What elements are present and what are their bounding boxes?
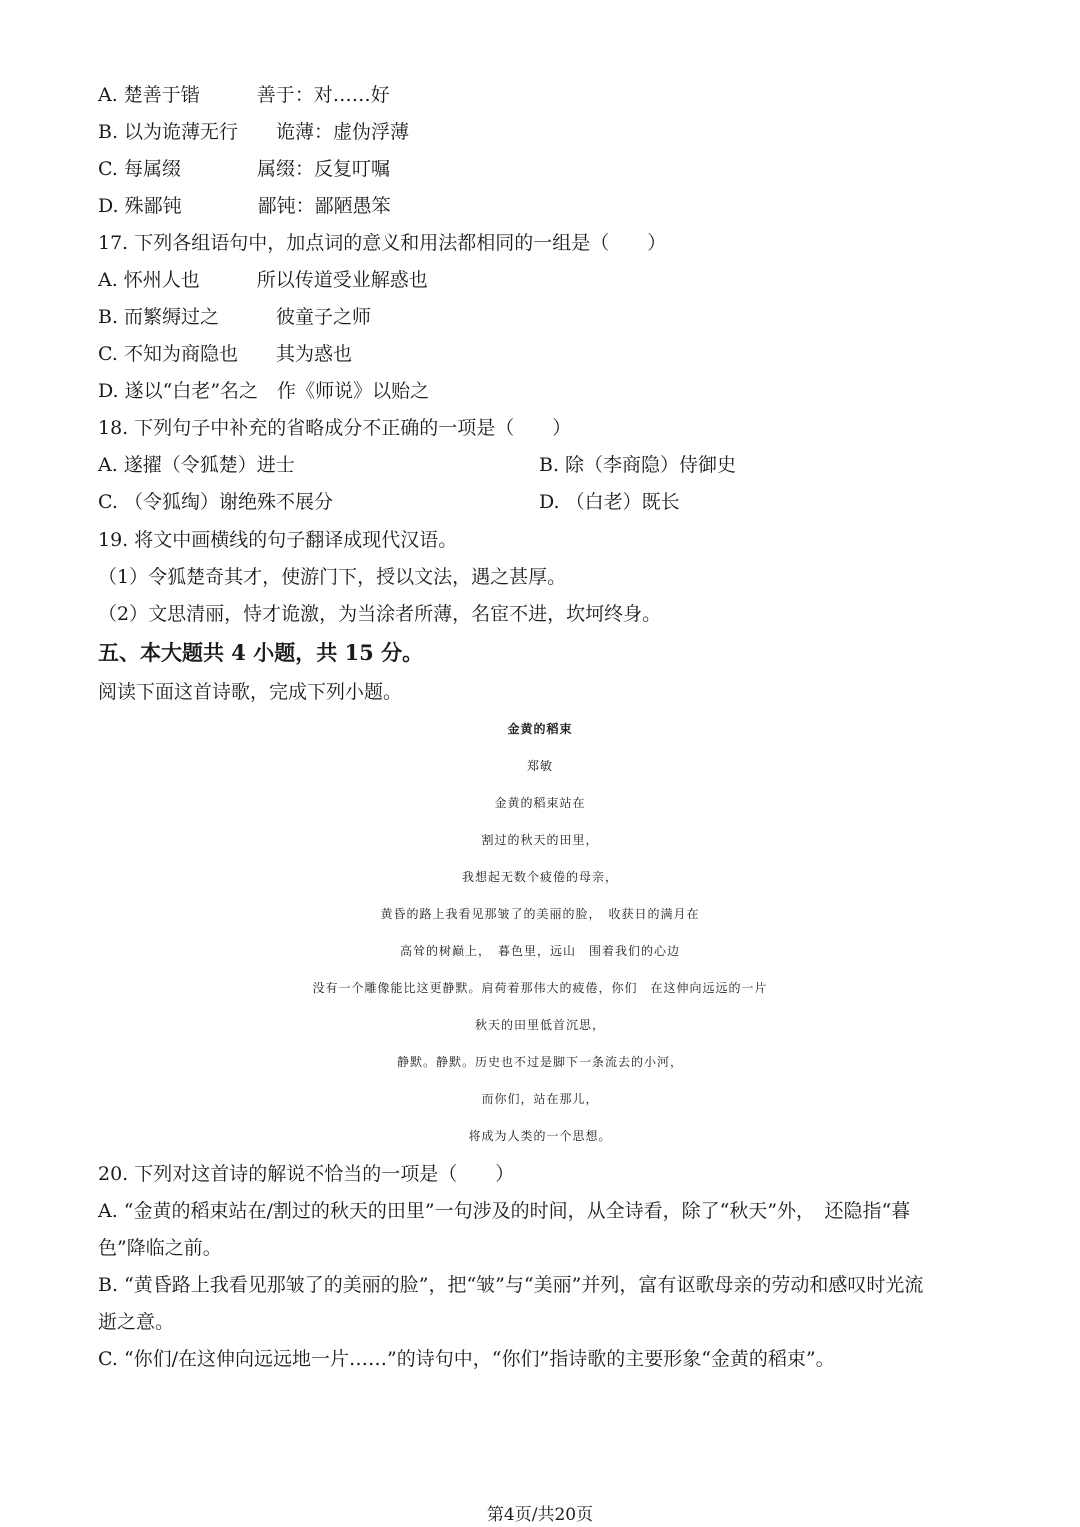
q20-option-a-line2: 色”降临之前。 (98, 1237, 222, 1259)
poem-line: 我想起无数个疲倦的母亲， (461, 870, 618, 884)
q20-option-a-line1: A. “金黄的稻束站在/割过的秋天的田里”一句涉及的时间，从全诗看，除了“秋天”外， 还隐指“暮 (98, 1200, 911, 1222)
q19-item-1: （1）令狐楚奇其才，使游门下，授以文法，遇之甚厚。 (98, 566, 567, 588)
q16-option-b: B. 以为诡薄无行 诡薄：虚伪浮薄 (98, 121, 410, 143)
q16-option-c: C. 每属缀 属缀：反复叮嘱 (98, 158, 390, 180)
q17-option-c: C. 不知为商隐也 其为惑也 (98, 343, 352, 365)
q19-item-2: （2）文思清丽，恃才诡激，为当涂者所薄，名宦不进，坎坷终身。 (98, 603, 662, 625)
poem-line: 将成为人类的一个思想。 (468, 1129, 612, 1143)
q20-option-c-line1: C. “你们/在这伸向远远地一片……”的诗句中，“你们”指诗歌的主要形象“金黄的稻束”。 (98, 1348, 835, 1370)
q17-stem: 17. 下列各组语句中，加点词的意义和用法都相同的一组是（ ） (98, 232, 667, 254)
poem-line: 没有一个雕像能比这更静默。肩荷着那伟大的疲倦，你们 在这伸向远远的一片 (312, 981, 768, 995)
page-number: 第4页/共20页 (486, 1505, 594, 1525)
poem-title: 金黄的稻束 (507, 722, 573, 736)
poem-line: 黄昏的路上我看见那皱了的美丽的脸， 收获日的满月在 (380, 907, 700, 921)
q18-option-d: D. （白老）既长 (539, 491, 680, 513)
q16-option-a: A. 楚善于锴 善于：对……好 (98, 84, 390, 106)
q17-option-a: A. 怀州人也 所以传道受业解惑也 (98, 269, 428, 291)
poem-line: 静默。静默。历史也不过是脚下一条流去的小河， (396, 1055, 683, 1069)
poem-line: 而你们，站在那儿， (481, 1092, 599, 1106)
q20-option-b-line1: B. “黄昏路上我看见那皱了的美丽的脸”，把“皱”与“美丽”并列，富有讴歌母亲的劳动和感叹时光流 (98, 1274, 924, 1296)
q16-option-d: D. 殊鄙钝 鄙钝：鄙陋愚笨 (98, 195, 391, 217)
q17-option-d: D. 遂以“白老”名之 作《师说》以贻之 (98, 380, 430, 402)
q19-stem: 19. 将文中画横线的句子翻译成现代汉语。 (98, 529, 458, 551)
section-heading: 五、本大题共 4 小题，共 15 分。 (98, 640, 424, 665)
q17-option-b: B. 而繁缛过之 彼童子之师 (98, 306, 372, 328)
poem-line: 金黄的稻束站在 (494, 796, 586, 810)
q20-option-b-line2: 逝之意。 (98, 1311, 175, 1333)
q18-option-b: B. 除（李商隐）侍御史 (539, 454, 737, 476)
q20-stem: 20. 下列对这首诗的解说不恰当的一项是（ ） (98, 1163, 515, 1185)
q18-option-c: C. （令狐绹）谢绝殊不展分 (98, 491, 333, 513)
poem-line: 高耸的树巅上， 暮色里，远山 围着我们的心边 (399, 944, 680, 958)
poem-line: 秋天的田里低首沉思， (474, 1018, 605, 1032)
section-intro: 阅读下面这首诗歌，完成下列小题。 (98, 681, 403, 703)
poem-author: 郑敏 (526, 759, 553, 773)
q18-stem: 18. 下列句子中补充的省略成分不正确的一项是（ ） (98, 417, 572, 439)
poem-line: 割过的秋天的田里， (481, 833, 599, 847)
q18-option-a: A. 遂擢（令狐楚）进士 (98, 454, 295, 476)
